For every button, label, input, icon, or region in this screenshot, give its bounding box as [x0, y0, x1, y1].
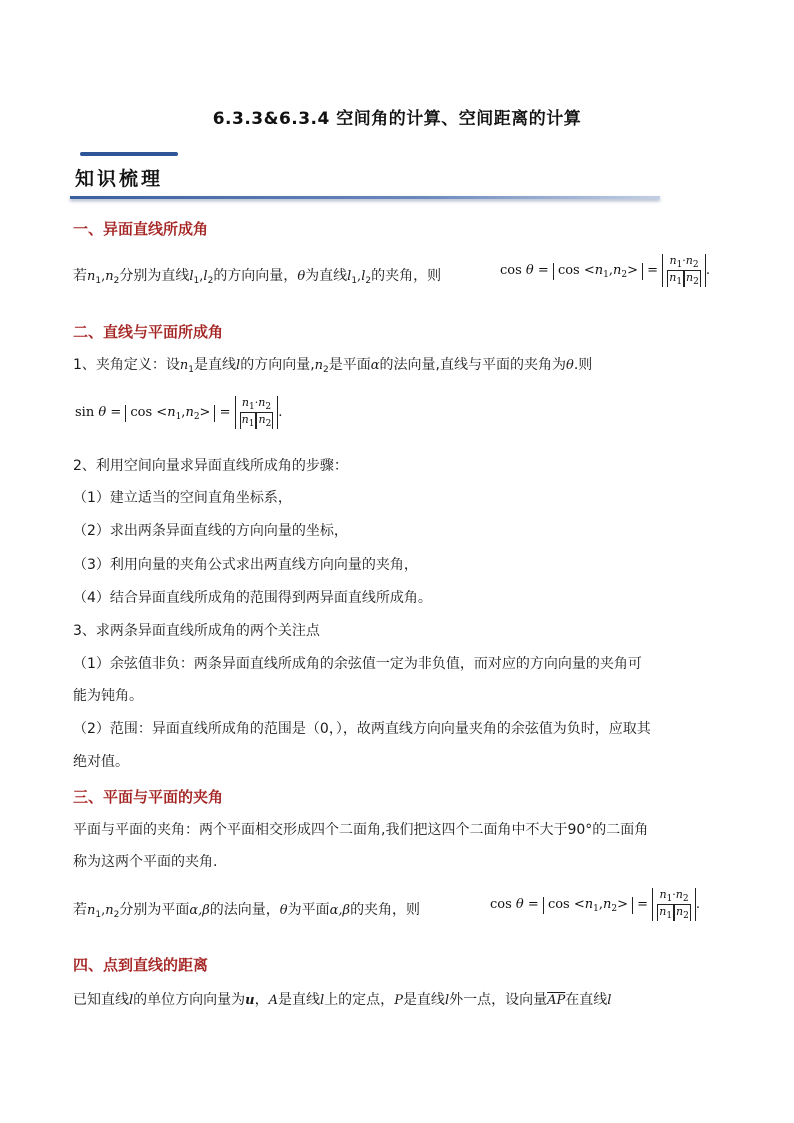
- banner-bottom-bar: [70, 196, 660, 199]
- note-2-line-b: 绝对值。: [73, 754, 129, 770]
- step-1: （1）建立适当的空间直角坐标系，: [73, 490, 292, 506]
- section-2-heading: 二、直线与平面所成角: [73, 323, 224, 341]
- section-4-text: 已知直线l的单位方向向量为u，A是直线l上的定点，P是直线l外一点，设向量$\overline{AP}$在直线l: [73, 992, 612, 1008]
- banner-label: 知识梳理: [75, 168, 164, 190]
- step-2: （2）求出两条异面直线的方向向量的坐标，: [73, 523, 348, 539]
- page-title: 6.3.3&6.3.4 空间角的计算、空间距离的计算: [212, 109, 582, 129]
- banner-top-bar: [80, 152, 178, 156]
- plane-cos-fraction: $\frac{n_1\cdot n_2}{n_1 n_2}$: [659, 888, 689, 921]
- note-1-line-b: 能为钝角。: [73, 688, 143, 704]
- step-4: （4）结合异面直线所成角的范围得到两异面直线所成角。: [73, 590, 432, 606]
- step-3: （3）利用向量的夹角公式求出两直线方向向量的夹角，: [73, 557, 418, 573]
- section-3-def-b: 称为这两个平面的夹角.: [73, 854, 218, 870]
- notes-title: 3、求两条异面直线所成角的两个关注点: [73, 623, 320, 639]
- section-2-definition: 1、夹角定义：设$n_1$是直线l的方向向量$,n_2$是平面α的法向量,直线与平面的夹角为θ.则: [73, 357, 593, 375]
- section-1-heading: 一、异面直线所成角: [73, 220, 209, 238]
- section-3-formula-line: 若$n_1,n_2$分别为平面α,β的法向量，θ为平面α,β的夹角，则: [73, 902, 421, 920]
- steps-title: 2、利用空间向量求异面直线所成角的步骤：: [73, 458, 348, 474]
- sin-fraction: $\frac{n_1\cdot n_2}{n_1 n_2}$: [241, 396, 272, 429]
- cos-fraction: $\frac{n_1\cdot n_2}{n_1 n_2}$: [669, 254, 699, 287]
- section-3-heading: 三、平面与平面的夹角: [73, 788, 224, 806]
- section-3-cos-formula: $\cos \theta = \cos <n_1,n_2>$ = $\frac{n_1\cdot n_2}{n_1 n_2}$ .: [490, 888, 701, 921]
- note-2-line-a: （2）范围：异面直线所成角的范围是（0，），故两直线方向向量夹角的余弦值为负时，应取其: [73, 721, 651, 737]
- section-2-sin-formula: $\sin \theta = \cos <n_1,n_2>$ = $\frac{n_1\cdot n_2}{n_1 n_2}$ .: [75, 396, 283, 429]
- abs-fraction: [662, 254, 706, 287]
- abs-cos-brackets: $\cos <n_1,n_2>$: [553, 263, 643, 280]
- section-1-formula-line: 若$n_1,n_2$分别为直线$l_1,l_2$的方向向量，θ为直线$l_1,l_2$的夹角，则: [73, 268, 442, 286]
- note-1-line-a: （1）余弦值非负：两条异面直线所成角的余弦值一定为非负值，而对应的方向向量的夹角可: [73, 656, 642, 672]
- section-3-def-a: 平面与平面的夹角：两个平面相交形成四个二面角,我们把这四个二面角中不大于90°的二面角: [73, 822, 649, 838]
- section-1-cos-formula: $\cos \theta = \cos <n_1,n_2>$ = $\frac{n_1\cdot n_2}{n_1 n_2}$ .: [500, 254, 711, 287]
- section-4-heading: 四、点到直线的距离: [73, 956, 209, 974]
